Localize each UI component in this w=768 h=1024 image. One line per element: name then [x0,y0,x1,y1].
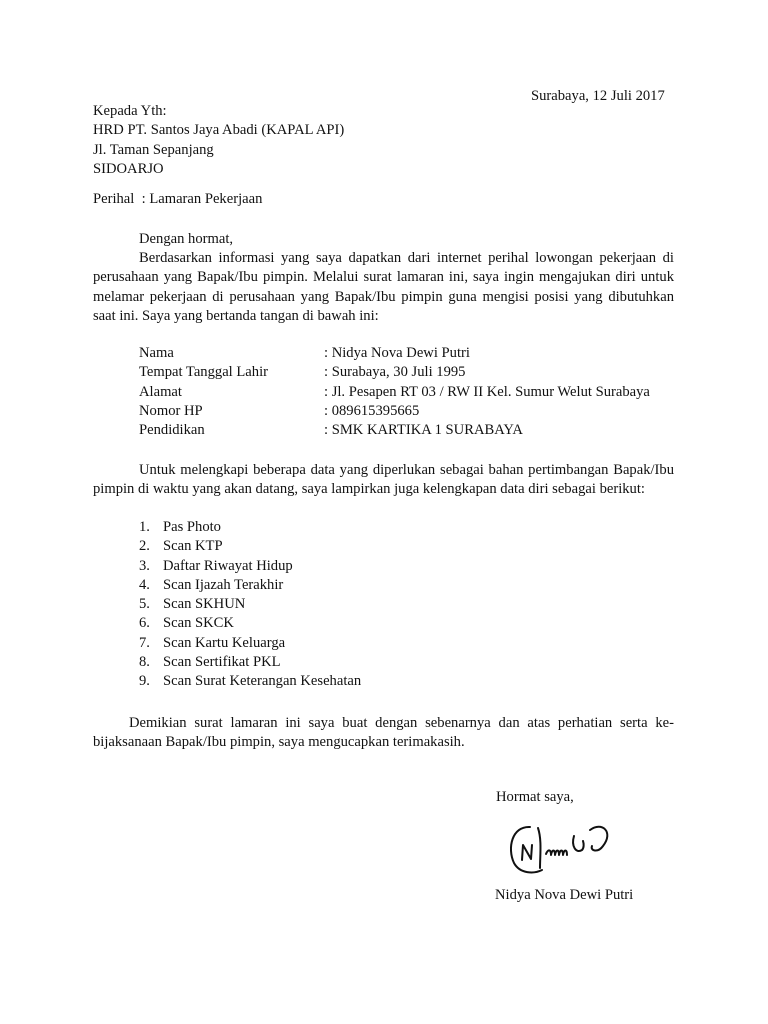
detail-value: : SMK KARTIKA 1 SURABAYA [324,422,523,439]
detail-label: Tempat Tanggal Lahir [139,364,268,381]
list-number: 9. [139,673,150,690]
list-text: Pas Photo [163,519,221,535]
list-number: 4. [139,576,150,593]
list-text: Scan SKCK [163,615,234,632]
closing-paragraph: Demikian surat lamaran ini saya buat dengan sebenarnya dan atas perhatian serta ke-bijaksanaan Bapak/Ibu pimpin, saya mengucapkan terimakasih. [93,715,674,751]
recipient-greeting: Kepada Yth: [93,103,167,119]
closing-phrase: Hormat saya, [496,789,574,805]
detail-label: Pendidikan [139,422,205,439]
signature-image [500,818,618,880]
signer-name: Nidya Nova Dewi Putri [495,887,634,903]
list-text: Scan Ijazah Terakhir [163,576,284,593]
detail-label: Alamat [139,383,182,400]
list-number: 3. [139,557,150,574]
detail-label: Nama [139,345,174,361]
detail-value: : Jl. Pesapen RT 03 / RW II Kel. Sumur Welut Surabaya [324,383,650,400]
detail-value: : Surabaya, 30 Juli 1995 [324,364,466,381]
detail-value: : 089615395665 [324,402,420,419]
list-text: Daftar Riwayat Hidup [163,557,293,574]
list-number: 5. [139,596,150,613]
list-number: 2. [139,538,150,555]
recipient-street: Jl. Taman Sepanjang [93,141,214,158]
list-text: Scan Sertifikat PKL [163,654,281,671]
recipient-block [93,102,344,179]
place-date: Surabaya, 12 Juli 2017 [531,88,665,104]
attachments-intro-paragraph: Untuk melengkapi beberapa data yang diperlukan sebagai bahan pertimbangan Bapak/Ibu pimpin di waktu yang akan datang, saya lampirkan juga kelengkapan data diri sebagai berikut: [93,462,674,498]
list-number: 7. [139,634,150,651]
list-text: Scan Surat Keterangan Kesehatan [163,673,362,690]
recipient-company: HRD PT. Santos Jaya Abadi (KAPAL API) [93,122,345,139]
list-text: Scan Kartu Keluarga [163,634,286,651]
detail-value: : Nidya Nova Dewi Putri [324,345,470,361]
list-number: 8. [139,654,150,671]
intro-paragraph: Berdasarkan informasi yang saya dapatkan dari internet perihal lowongan pekerjaan di perusahaan yang Bapak/Ibu pimpin. Melalui surat lamaran ini, saya ingin mengajukan diri untuk melamar pekerjaan di perusahaan yang Bapak/Ibu pimpin guna mengisi posisi yang dibutuhkan saat ini. Saya yang bertanda tangan di bawah ini: [93,250,674,324]
list-text: Scan KTP [163,538,223,555]
salutation: Dengan hormat, [139,231,234,247]
subject-line: Perihal : Lamaran Pekerjaan [93,191,263,207]
list-number: 1. [139,519,150,535]
detail-label: Nomor HP [139,402,203,419]
recipient-city: SIDOARJO [93,160,164,177]
list-number: 6. [139,615,150,632]
list-text: Scan SKHUN [163,596,246,613]
